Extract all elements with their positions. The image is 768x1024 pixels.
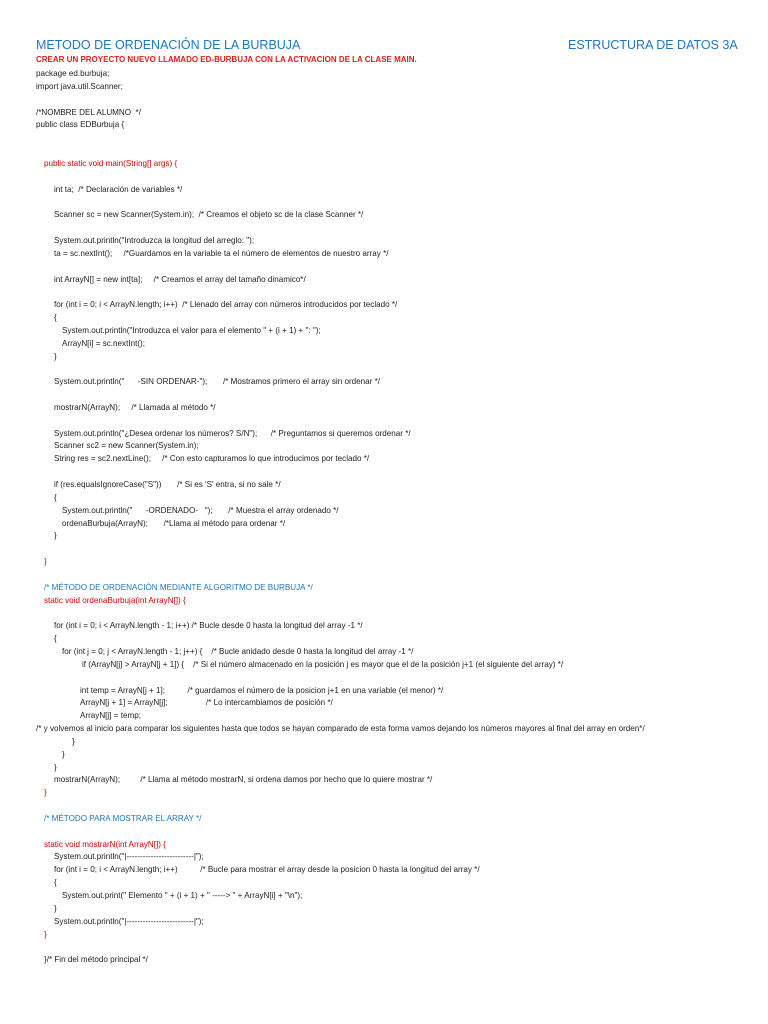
code-line: if (res.equalsIgnoreCase("S")) /* Si es 'S' entra, si no sale */ [54, 480, 281, 489]
code-line: mostrarN(ArrayN); /* Llamada al método */ [54, 402, 216, 412]
code-line [0, 543, 768, 556]
code-line [0, 363, 768, 376]
code-line: static void mostrarN(int ArrayN[]) { [44, 839, 166, 849]
code-line [0, 569, 768, 582]
code-line: System.out.println(" -ORDENADO- "); /* Muestra el array ordenado */ [62, 505, 339, 515]
code-line: public static void main(String[] args) { [44, 158, 178, 168]
code-line: } [54, 531, 57, 541]
code-line: ta = sc.nextInt(); /*Guardamos en la variable ta el número de elementos de nuestro array */ [54, 248, 389, 258]
code-line [0, 941, 768, 954]
code-line: System.out.println("|-------------------------|"); [54, 916, 204, 926]
code-line: ArrayN[j] = temp; [80, 711, 141, 721]
code-line: System.out.print(" Elemento " + (i + 1) + " -----> " + ArrayN[i] + "\n"); [62, 891, 303, 900]
code-line: System.out.println("¿Desea ordenar los números? S/N"); /* Preguntamos si queremos ordenar */ [54, 428, 411, 438]
code-line: }/* Fin del método principal */ [44, 955, 148, 965]
code-line: /* y volvemos al inicio para comparar los siguientes hasta que todos se hayan comparado de esta forma vamos dejando los números mayores al final del array en orden*/ [36, 724, 645, 734]
code-line: } [44, 929, 47, 939]
code-line: } [54, 903, 57, 913]
code-line: String res = sc2.nextLine(); /* Con esto capturamos lo que introducimos por teclado */ [54, 454, 370, 464]
code-line: for (int i = 0; i < ArrayN.length; i++) /* Bucle para mostrar el array desde la posicion 0 hasta la longitud del array */ [54, 865, 480, 875]
code-line [0, 389, 768, 402]
code-line [0, 607, 768, 620]
code-line: ordenaBurbuja(ArrayN); /*Llama al método para ordenar */ [62, 518, 286, 528]
instruction-subtitle: CREAR UN PROYECTO NUEVO LLAMADO ED-BURBUJA CON LA ACTIVACION DE LA CLASE MAIN. [36, 55, 417, 64]
code-line: static void ordenaBurbuja(int ArrayN[]) { [44, 595, 186, 605]
code-line: } [54, 762, 57, 772]
code-line: System.out.println(" -SIN ORDENAR-"); /* Mostramos primero el array sin ordenar */ [54, 377, 380, 387]
code-line: { [54, 634, 57, 644]
code-line: package ed.burbuja; [36, 69, 110, 78]
code-line: System.out.println("|-------------------------|"); [54, 852, 204, 862]
code-line [0, 672, 768, 685]
code-line: } [72, 736, 75, 746]
code-line: Scanner sc2 = new Scanner(System.in); [54, 441, 199, 451]
code-line: System.out.println("Introduzca la longitud del arreglo: "); [54, 235, 255, 245]
code-line: { [54, 492, 57, 502]
code-line: for (int j = 0; j < ArrayN.length - 1; j++) { /* Bucle anidado desde 0 hasta la longitud del array -1 */ [62, 646, 414, 656]
code-line: int ta; /* Declaración de variables */ [54, 184, 183, 194]
code-line [0, 261, 768, 274]
code-line: { [54, 313, 57, 323]
code-line [0, 145, 768, 158]
code-line: System.out.println("Introduzca el valor para el elemento " + (i + 1) + ": "); [62, 325, 321, 335]
course-title: ESTRUCTURA DE DATOS 3A [568, 38, 738, 52]
document-title: METODO DE ORDENACIÓN DE LA BURBUJA [36, 38, 301, 52]
code-line: for (int i = 0; i < ArrayN.length; i++) /* Llenado del array con números introducidos por teclado */ [54, 300, 398, 310]
code-line [0, 286, 768, 299]
code-line: public class EDBurbuja { [36, 120, 125, 130]
code-listing [0, 68, 768, 967]
code-line: } [44, 557, 47, 567]
code-line [0, 196, 768, 209]
code-line: int temp = ArrayN[j + 1]; /* guardamos el número de la posicion j+1 en una variable (el menor) */ [80, 685, 444, 695]
code-line [0, 94, 768, 107]
code-line [0, 800, 768, 813]
code-line: } [44, 788, 47, 798]
code-line: import java.util.Scanner; [36, 81, 123, 91]
code-line: for (int i = 0; i < ArrayN.length - 1; i++) /* Bucle desde 0 hasta la longitud del array -1 */ [54, 621, 363, 631]
code-line: } [62, 749, 65, 759]
code-line: Scanner sc = new Scanner(System.in); /* Creamos el objeto sc de la clase Scanner */ [54, 210, 364, 220]
code-line [0, 171, 768, 184]
code-line [0, 415, 768, 428]
code-line [0, 466, 768, 479]
code-line: mostrarN(ArrayN); /* Llama al método mostrarN, si ordena damos por hecho que lo quiere mostrar */ [54, 775, 433, 785]
code-line: /* MÉTODO PARA MOSTRAR EL ARRAY */ [44, 813, 202, 823]
code-line: /*NOMBRE DEL ALUMNO */ [36, 107, 141, 117]
code-line [0, 826, 768, 839]
code-line: if (ArrayN[j] > ArrayN[j + 1]) { /* Si el número almacenado en la posición j es mayor que el de la posición j+1 (el siguiente del array) */ [82, 659, 564, 669]
code-line: } [54, 351, 57, 361]
code-line: ArrayN[j + 1] = ArrayN[j]; /* Lo intercambiamos de posición */ [80, 698, 333, 708]
code-line: int ArrayN[] = new int[ta]; /* Creamos el array del tamaño dinamico*/ [54, 274, 306, 284]
code-line [0, 132, 768, 145]
code-line: /* MÉTODO DE ORDENACIÓN MEDIANTE ALGORITMO DE BURBUJA */ [44, 582, 313, 592]
code-line: ArrayN[i] = sc.nextInt(); [62, 338, 145, 348]
code-line [0, 222, 768, 235]
code-line: { [54, 878, 57, 888]
